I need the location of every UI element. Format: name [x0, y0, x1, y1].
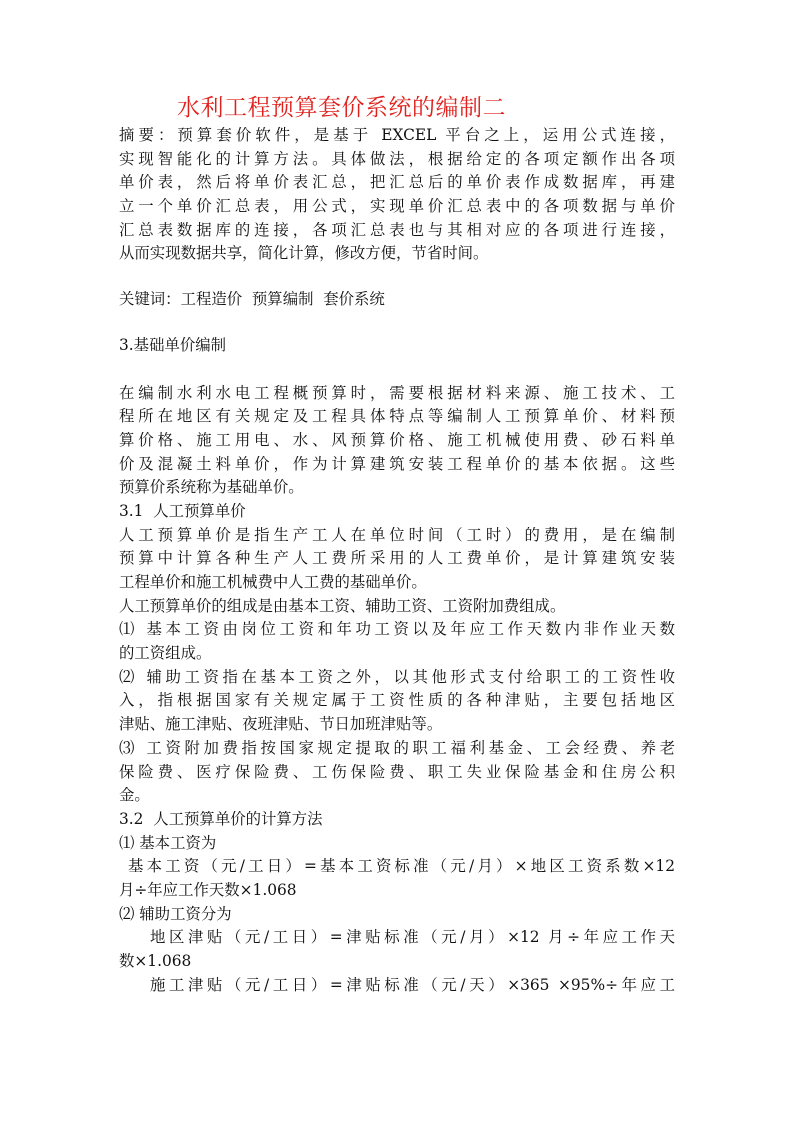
- formula-line: 月÷年应工作天数×1.068: [119, 880, 297, 899]
- text-line: 程所在地区有关规定及工程具体特点等编制人工预算单价、材料预: [119, 407, 675, 426]
- text-line: 入，指根据国家有关规定属于工资性质的各种津贴，主要包括地区: [119, 691, 675, 710]
- text-line: 在编制水利水电工程概预算时，需要根据材料来源、施工技术、工: [119, 383, 675, 402]
- keywords-line: 关键词：工程造价 预算编制 套价系统: [119, 290, 385, 309]
- text-line: 金。: [119, 786, 150, 805]
- text-line: 立一个单价汇总表，用公式，实现单价汇总表中的各项数据与单价: [119, 197, 675, 216]
- subsection-heading: 3.1 人工预算单价: [119, 501, 246, 520]
- text-line: 的工资组成。: [119, 644, 212, 663]
- text-line: 算价格、施工用电、水、风预算价格、施工机械使用费、砂石料单: [119, 430, 675, 449]
- text-line: 单价表，然后将单价表汇总，把汇总后的单价表作成数据库，再建: [119, 173, 675, 192]
- abstract-paragraph: [119, 124, 675, 266]
- text-line: 津贴、施工津贴、夜班津贴、节日加班津贴等。: [119, 715, 443, 734]
- formula: [119, 855, 675, 902]
- text-line: 人工预算单价是指生产工人在单位时间（工时）的费用，是在编制: [119, 525, 675, 544]
- text-line: ⑴ 基本工资由岗位工资和年功工资以及年应工作天数内非作业天数: [119, 620, 675, 639]
- paragraph: [119, 524, 675, 595]
- list-item: ⑴ 基本工资为: [119, 833, 217, 852]
- text-line: 人工预算单价的组成是由基本工资、辅助工资、工资附加费组成。: [119, 596, 566, 615]
- text-line: 价及混凝土料单价，作为计算建筑安装工程单价的基本依据。这些: [119, 454, 675, 473]
- text-line: 摘要：预算套价软件，是基于 EXCEL 平台之上，运用公式连接，: [119, 126, 675, 144]
- intro-paragraph: [119, 382, 675, 500]
- text-line: 预算价系统称为基础单价。: [119, 478, 304, 497]
- text-line: ⑵ 辅助工资指在基本工资之外，以其他形式支付给职工的工资性收: [119, 667, 675, 686]
- text-line: 汇总表数据库的连接，各项汇总表也与其相对应的各项进行连接，: [119, 220, 675, 239]
- subsection-heading: 3.2 人工预算单价的计算方法: [119, 809, 323, 828]
- section-heading: 3.基础单价编制: [119, 335, 227, 354]
- list-item: [119, 737, 675, 808]
- formula: [119, 926, 675, 973]
- document-title: 水利工程预算套价系统的编制二: [177, 95, 506, 121]
- text-line: 实现智能化的计算方法。具体做法，根据给定的各项定额作出各项: [119, 149, 675, 168]
- list-item: [119, 618, 675, 665]
- formula-line: 施工津贴（元/工日）=津贴标准（元/天）×365 ×95%÷年应工: [150, 975, 675, 994]
- text-line: ⑶ 工资附加费指按国家规定提取的职工福利基金、工会经费、养老: [119, 738, 675, 757]
- formula-line: 数×1.068: [119, 952, 192, 970]
- list-item: ⑵ 辅助工资分为: [119, 904, 232, 923]
- text-line: 保险费、医疗保险费、工伤保险费、职工失业保险基金和住房公积: [119, 762, 675, 781]
- document-page: [119, 92, 675, 997]
- text-line: 预算中计算各种生产人工费所采用的人工费单价，是计算建筑安装: [119, 549, 675, 568]
- text-line: 从而实现数据共享，简化计算，修改方便，节省时间。: [119, 244, 489, 263]
- formula-line: 基本工资（元/工日）=基本工资标准（元/月）×地区工资系数×12: [128, 857, 675, 876]
- formula-line: 地区津贴（元/工日）=津贴标准（元/月）×12 月÷年应工作天: [150, 928, 675, 947]
- list-item: [119, 666, 675, 737]
- text-line: 工程单价和施工机械费中人工费的基础单价。: [119, 573, 427, 591]
